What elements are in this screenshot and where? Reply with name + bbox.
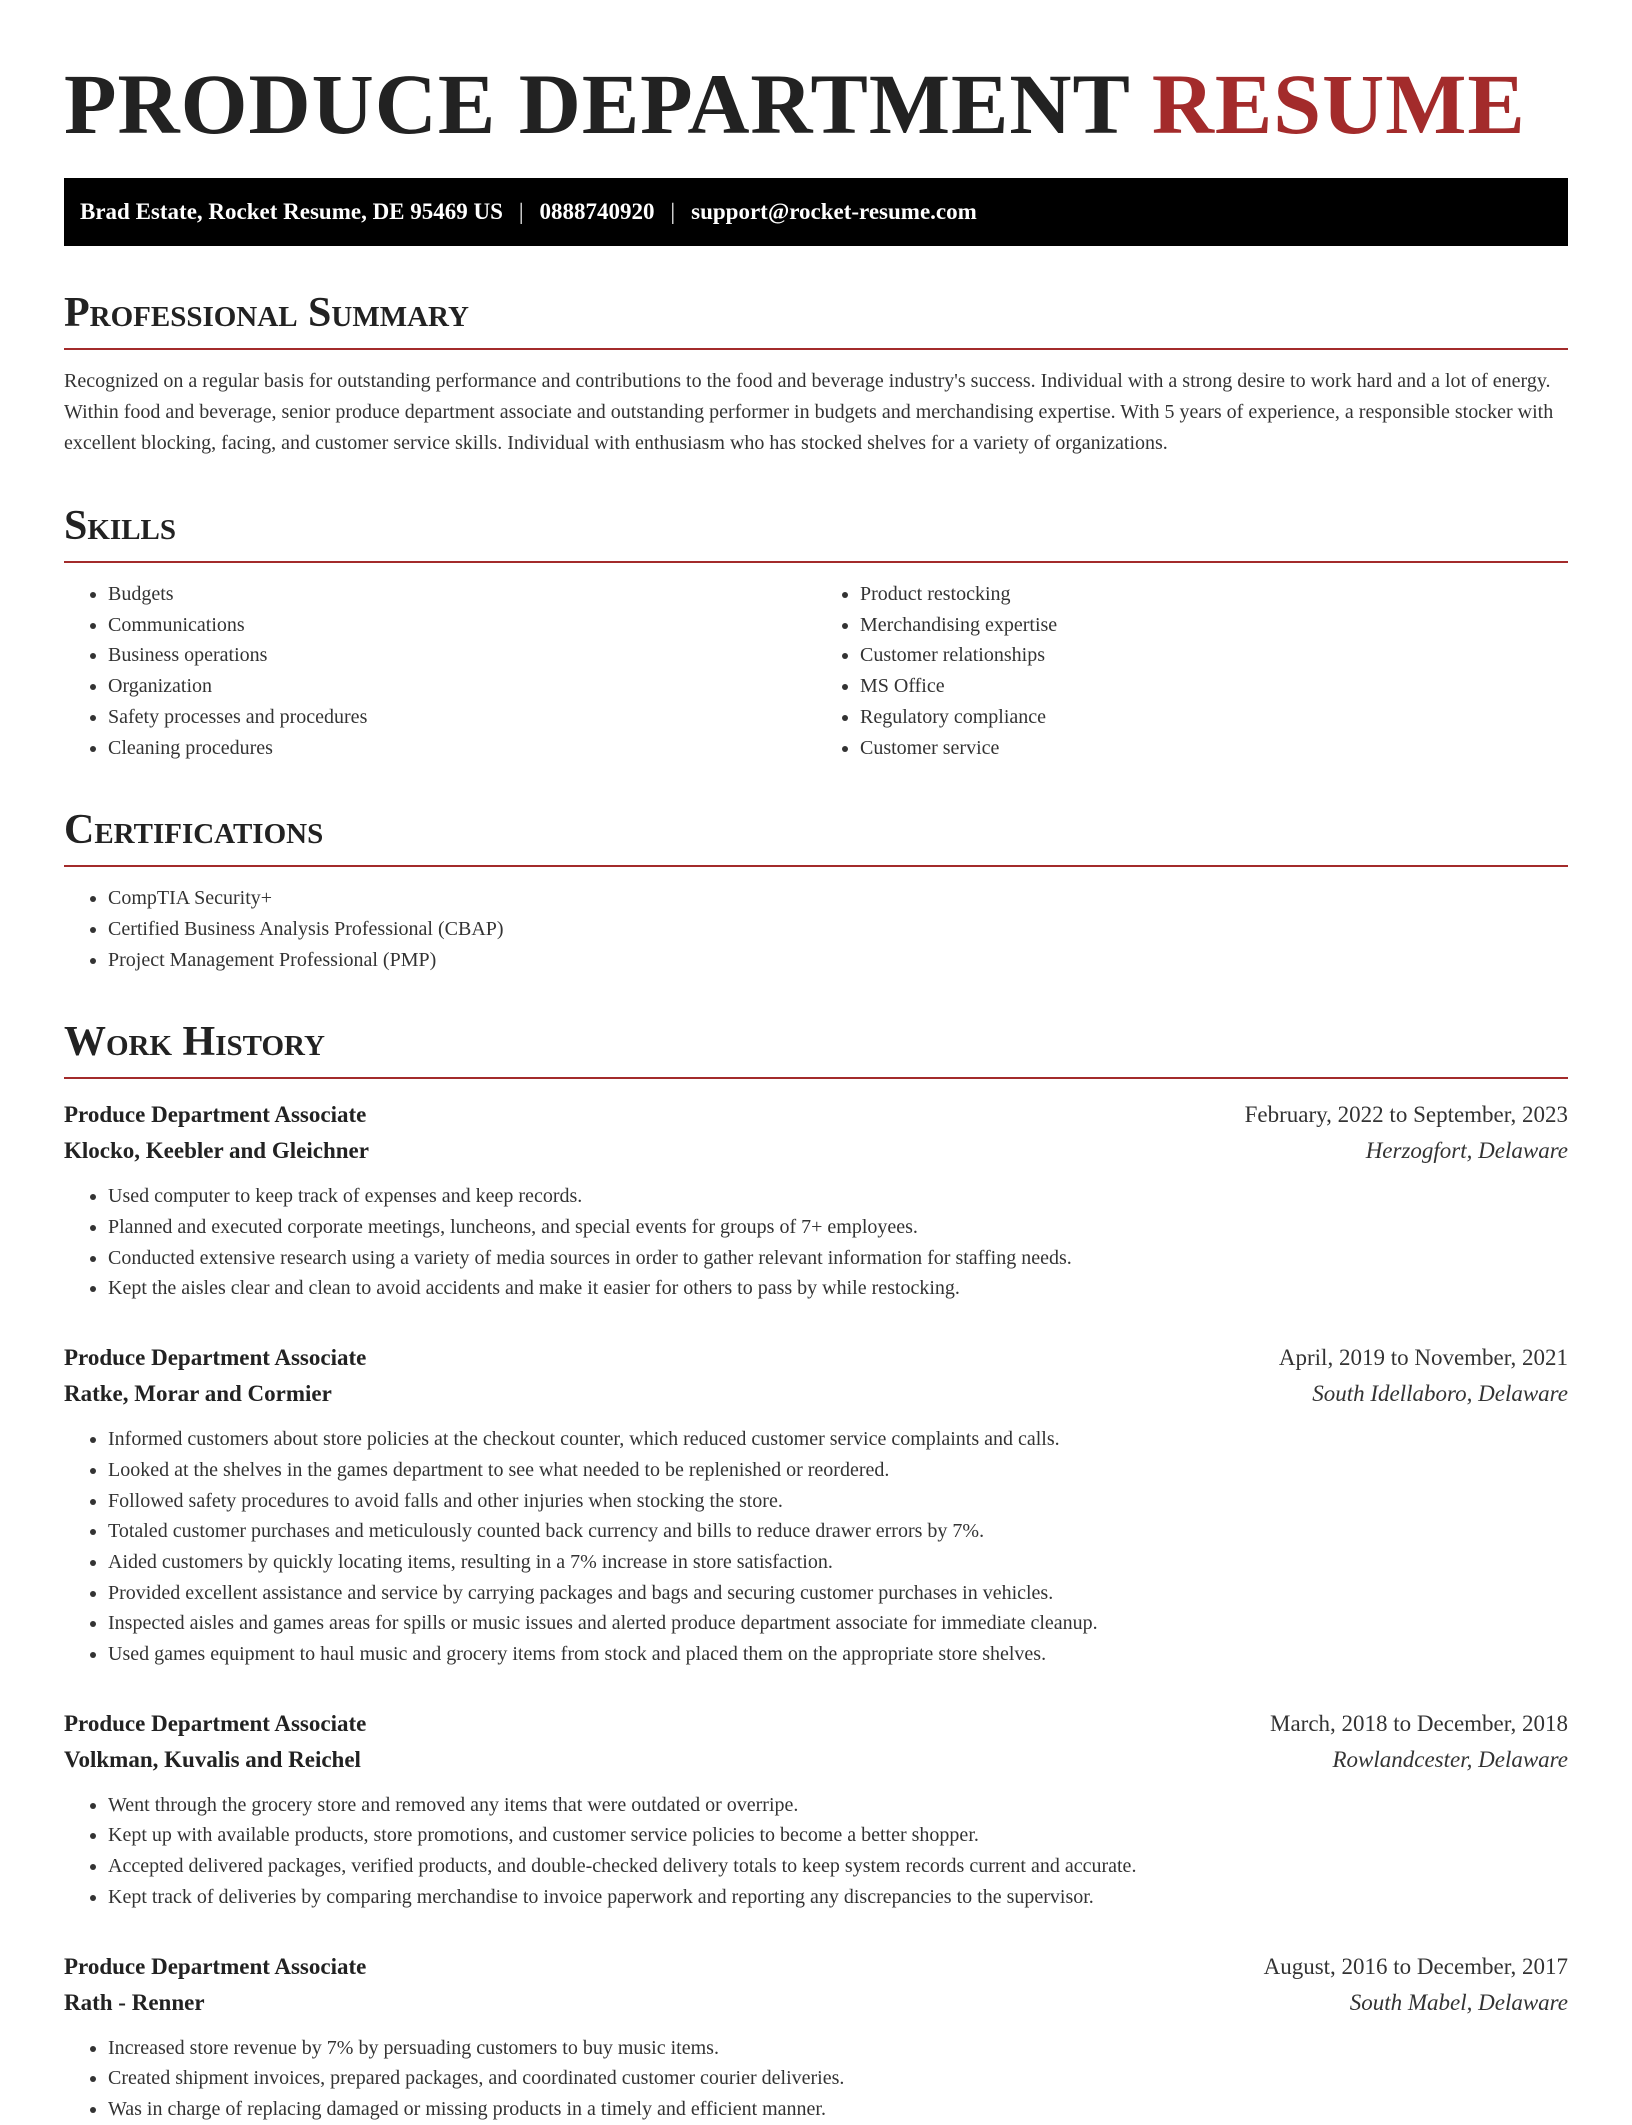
contact-email: support@rocket-resume.com (691, 199, 977, 224)
job-title: Produce Department Associate (64, 1345, 367, 1371)
job-bullets (64, 2033, 1568, 2125)
job-header-row (64, 1097, 1568, 1133)
skills-grid (64, 563, 1568, 763)
job-header-row (64, 1340, 1568, 1376)
skill-item: • Cleaning procedures (108, 733, 816, 764)
job-company-row (64, 1133, 1568, 1169)
skill-item: • Budgets (108, 579, 816, 610)
job-dates: February, 2022 to September, 2023 (1244, 1102, 1568, 1128)
contact-phone: 0888740920 (539, 199, 655, 224)
certifications-list (64, 883, 1568, 975)
job-bullet: • Kept track of deliveries by comparing merchandise to invoice paperwork and reporting any discrepancies to the supervisor. (108, 1882, 1568, 1913)
summary-text: Recognized on a regular basis for outstanding performance and contributions to the food and beverage industry's success. Individual with a strong desire to work hard and a lot of energy. Within food and beverage, senior produce department associate and outstanding performer in budgets and merchandising expertise. With 5 years of experience, a responsible stocker with excellent blocking, facing, and customer service skills. Individual with enthusiasm who has stocked shelves for a variety of organizations. (64, 370, 1554, 454)
job-bullet: • Kept the aisles clear and clean to avoid accidents and make it easier for others to pass by while restocking. (108, 1273, 1568, 1304)
job-bullets (64, 1790, 1568, 1913)
title-main: PRODUCE DEPARTMENT (64, 56, 1130, 152)
job-bullets (64, 1181, 1568, 1304)
job-company: Rath - Renner (64, 1989, 205, 2015)
skills-heading: Skills (64, 503, 1568, 563)
job-bullet: • Increased store revenue by 7% by persuading customers to buy music items. (108, 2033, 1568, 2064)
job-title: Produce Department Associate (64, 1102, 367, 1128)
certification-item: • CompTIA Security+ (108, 883, 1568, 914)
job-bullet: • Planned and executed corporate meetings, luncheons, and special events for groups of 7+ employees. (108, 1212, 1568, 1243)
job-company-row (64, 1742, 1568, 1778)
summary-section (64, 290, 1568, 459)
job-bullet: • Used computer to keep track of expenses and keep records. (108, 1181, 1568, 1212)
job-company-row (64, 1376, 1568, 1412)
job-bullet: • Accepted delivered packages, verified products, and double-checked delivery totals to keep system records current and accurate. (108, 1851, 1568, 1882)
job-bullet: • Provided excellent assistance and service by carrying packages and bags and securing customer purchases in vehicles. (108, 1578, 1568, 1609)
job-bullet: • Inspected aisles and games areas for spills or music issues and alerted produce department associate for immediate cleanup. (108, 1608, 1568, 1639)
job-bullet: • Conducted extensive research using a variety of media sources in order to gather relevant information for staffing needs. (108, 1243, 1568, 1274)
skills-list-left (64, 579, 816, 763)
job-bullet: • Followed safety procedures to avoid falls and other injuries when stocking the store. (108, 1486, 1568, 1517)
job-entry (64, 1340, 1568, 1670)
job-bullets (64, 1424, 1568, 1670)
job-entry (64, 1097, 1568, 1304)
job-company: Ratke, Morar and Cormier (64, 1381, 332, 1407)
job-location: Herzogfort, Delaware (1365, 1138, 1568, 1164)
job-bullet: • Was in charge of replacing damaged or missing products in a timely and efficient manner. (108, 2094, 1568, 2125)
job-bullet: • Kept up with available products, store promotions, and customer service policies to become a better shopper. (108, 1820, 1568, 1851)
contact-separator: | (518, 199, 524, 224)
skill-item: • Regulatory compliance (860, 702, 1568, 733)
resume-title (64, 58, 1568, 150)
skill-item: • Customer service (860, 733, 1568, 764)
job-bullet: • Informed customers about store policies at the checkout counter, which reduced customer service complaints and calls. (108, 1424, 1568, 1455)
summary-heading: Professional Summary (64, 290, 1568, 350)
job-company: Volkman, Kuvalis and Reichel (64, 1746, 361, 1772)
skill-item: • Business operations (108, 640, 816, 671)
resume-page (64, 0, 1568, 2125)
contact-address: Brad Estate, Rocket Resume, DE 95469 US (80, 199, 503, 224)
skill-item: • Merchandising expertise (860, 610, 1568, 641)
contact-bar (64, 178, 1568, 246)
skill-item: • Safety processes and procedures (108, 702, 816, 733)
skill-item: • Product restocking (860, 579, 1568, 610)
job-entry (64, 1949, 1568, 2125)
job-bullet: • Looked at the shelves in the games department to see what needed to be replenished or reordered. (108, 1455, 1568, 1486)
job-location: Rowlandcester, Delaware (1332, 1746, 1568, 1772)
job-bullet: • Used games equipment to haul music and grocery items from stock and placed them on the appropriate store shelves. (108, 1639, 1568, 1670)
skill-item: • Communications (108, 610, 816, 641)
job-header-row (64, 1706, 1568, 1742)
certifications-heading: Certifications (64, 807, 1568, 867)
certification-item: • Project Management Professional (PMP) (108, 945, 1568, 976)
title-accent: RESUME (1151, 56, 1526, 152)
work-history-heading: Work History (64, 1019, 1568, 1079)
job-dates: March, 2018 to December, 2018 (1270, 1710, 1568, 1736)
job-dates: April, 2019 to November, 2021 (1278, 1345, 1568, 1371)
job-company: Klocko, Keebler and Gleichner (64, 1138, 369, 1164)
skills-list-right (816, 579, 1568, 763)
job-bullet: • Created shipment invoices, prepared packages, and coordinated customer courier deliveries. (108, 2063, 1568, 2094)
job-header-row (64, 1949, 1568, 1985)
job-location: South Mabel, Delaware (1349, 1989, 1568, 2015)
job-dates: August, 2016 to December, 2017 (1263, 1953, 1568, 1979)
job-bullet: • Aided customers by quickly locating items, resulting in a 7% increase in store satisfaction. (108, 1547, 1568, 1578)
job-title: Produce Department Associate (64, 1710, 367, 1736)
job-bullet: • Went through the grocery store and removed any items that were outdated or overripe. (108, 1790, 1568, 1821)
certifications-section (64, 807, 1568, 975)
contact-separator: | (670, 199, 676, 224)
skill-item: • Organization (108, 671, 816, 702)
work-history-section (64, 1019, 1568, 2124)
job-location: South Idellaboro, Delaware (1312, 1381, 1568, 1407)
skill-item: • Customer relationships (860, 640, 1568, 671)
skills-section (64, 503, 1568, 763)
job-company-row (64, 1985, 1568, 2021)
skill-item: • MS Office (860, 671, 1568, 702)
job-title: Produce Department Associate (64, 1953, 367, 1979)
job-entry (64, 1706, 1568, 1913)
job-bullet: • Totaled customer purchases and meticulously counted back currency and bills to reduce drawer errors by 7%. (108, 1516, 1568, 1547)
certification-item: • Certified Business Analysis Professional (CBAP) (108, 914, 1568, 945)
